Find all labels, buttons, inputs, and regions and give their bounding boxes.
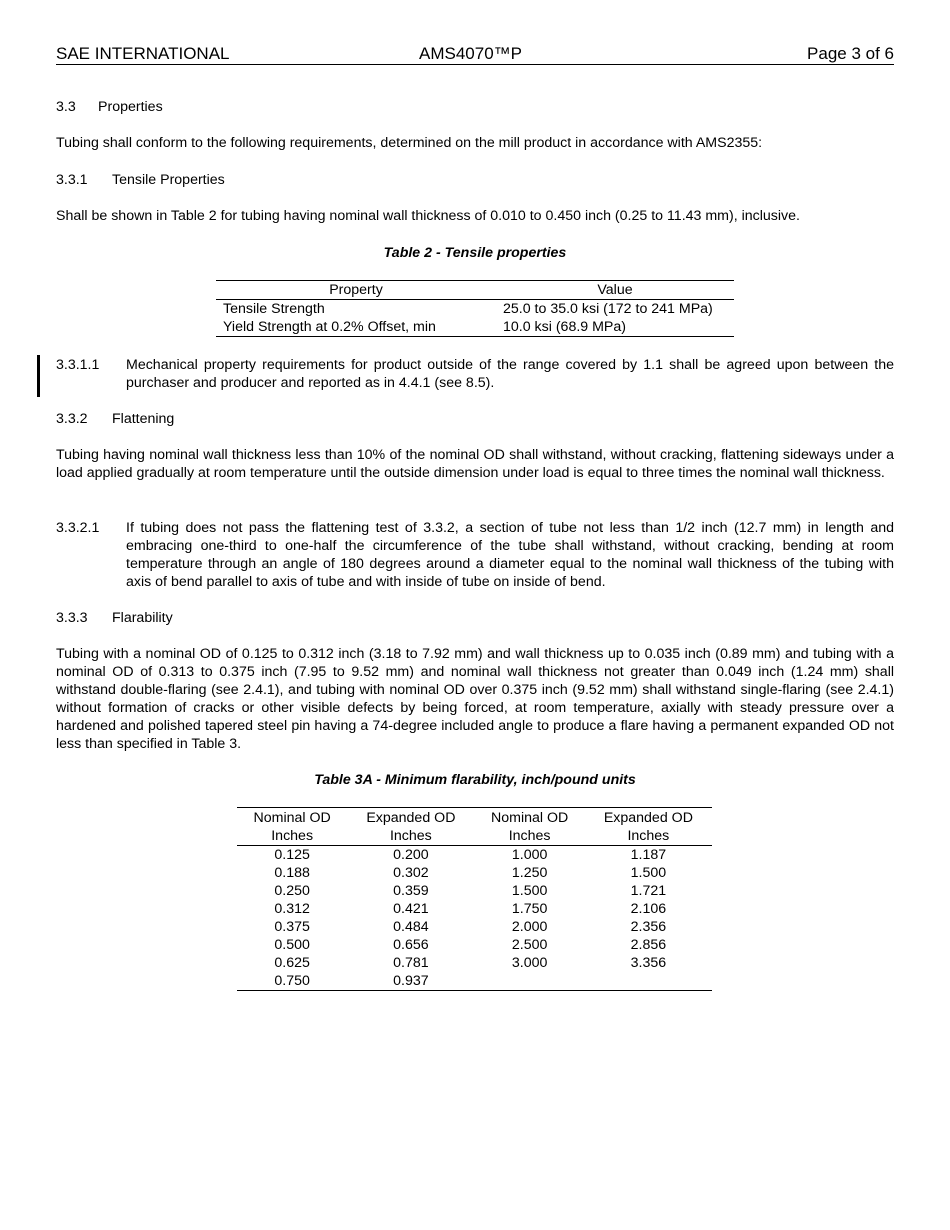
table-cell: 1.721 [630,883,667,899]
section-number: 3.3.2.1 [56,520,100,536]
table-cell: 2.356 [630,919,667,935]
table-cell: 2.500 [511,937,548,953]
table-row [237,864,712,882]
table-cell: 0.421 [393,901,429,917]
section-3-3-intro: Tubing shall conform to the following requirements, determined on the mill product in accordance with AMS2355: [56,135,763,151]
table-cell: 1.250 [511,865,548,881]
header-line: Expanded OD [603,810,693,826]
section-title: Flarability [112,610,173,626]
header-line: Inches [627,828,670,844]
table-row [216,318,734,337]
header-line: Inches [271,828,314,844]
table-cell: 0.375 [274,919,310,935]
table-2-caption: Table 2 - Tensile properties [383,245,567,261]
table-cell: 0.359 [393,883,429,899]
table-cell: 25.0 to 35.0 ksi (172 to 241 MPa) [503,301,713,317]
section-3-3-2-text: Tubing having nominal wall thickness less than 10% of the nominal OD shall withstand, without cracking, flattening sideways under a load applied gradually at room temperature until the outside dimension under load is equal to three times the nominal wall thickness. [56,447,894,481]
table-row [237,954,712,972]
table-row [237,900,712,918]
table-cell: 0.625 [274,955,310,971]
table-3a-caption: Table 3A - Minimum flarability, inch/pound units [314,772,636,788]
table-cell [474,972,584,991]
column-header: Property [216,281,496,300]
table-cell: 1.187 [630,847,667,863]
table-cell: 0.250 [274,883,310,899]
column-header [237,808,347,846]
table-cell: 0.188 [274,865,310,881]
publisher-name: SAE INTERNATIONAL [56,44,230,63]
column-header [474,808,584,846]
header-line: Inches [389,828,432,844]
section-text: If tubing does not pass the flattening test of 3.3.2, a section of tube not less than 1/2 inch (12.7 mm) in length and embracing one-third to one-half the circumference of the tube shall withstand, without cracking, bending at room temperature through an angle of 180 degrees around a diameter equal to the nominal wall thickness of the tubing with axis of bend parallel to axis of tube and with inside of tube on inside of bend. [126,520,894,590]
table-cell: 10.0 ksi (68.9 MPa) [503,319,627,335]
table-cell: 2.856 [630,937,667,953]
table-cell [585,972,712,991]
table-cell: 2.106 [630,901,667,917]
page-number: Page 3 of 6 [807,44,894,63]
table-header-row [237,808,712,846]
section-title: Tensile Properties [112,172,225,188]
table-cell: 3.356 [630,955,667,971]
table-cell: 0.937 [393,973,429,989]
section-3-3-3-text: Tubing with a nominal OD of 0.125 to 0.312 inch (3.18 to 7.92 mm) and wall thickness up to 0.035 inch (0.89 mm) and tubing with a nominal OD of 0.313 to 0.375 inch (7.95 to 9.52 mm) and nominal wall thickness not greater than 0.049 inch (1.24 mm) shall withstand double-flaring (see 2.4.1), and tubing with nominal OD over 0.375 inch (9.52 mm) shall withstand single-flaring (see 2.4.1) without formation of cracks or other visible defects by being forced, at room temperature, axially with steady pressure over a hardened and polished tapered steel pin having a 74-degree included angle to produce a flare having a permanent expanded OD not less than specified in Table 3. [56,646,894,752]
table-cell: 0.200 [393,847,429,863]
table-cell: 0.484 [393,919,429,935]
column-header: Value [496,281,734,300]
header-line: Inches [508,828,551,844]
table-cell: Tensile Strength [223,301,325,317]
table-cell: 1.750 [511,901,548,917]
header-line: Nominal OD [253,810,331,826]
table-row [237,918,712,936]
section-title: Properties [98,99,163,115]
table-row [237,936,712,954]
header-line: Expanded OD [366,810,456,826]
table-cell: 0.656 [393,937,429,953]
table-cell: 0.125 [274,847,310,863]
table-cell: 3.000 [511,955,548,971]
table-row [237,972,712,991]
table-header-row [216,281,734,300]
header-line: Nominal OD [490,810,569,826]
section-text: Mechanical property requirements for product outside of the range covered by 1.1 shall be agreed upon between the purchaser and producer and reported as in 4.4.1 (see 8.5). [126,357,894,391]
table-cell: Yield Strength at 0.2% Offset, min [223,319,436,335]
column-header [347,808,474,846]
table-cell: 0.781 [393,955,429,971]
section-number: 3.3.3 [56,610,88,626]
section-title: Flattening [112,411,175,427]
table-row [237,882,712,900]
section-number: 3.3 [56,99,76,115]
column-header [585,808,712,846]
section-number: 3.3.1 [56,172,88,188]
section-3-3-1-text: Shall be shown in Table 2 for tubing having nominal wall thickness of 0.010 to 0.450 inch (0.25 to 11.43 mm), inclusive. [56,208,800,224]
table-cell: 0.500 [274,937,310,953]
table-cell: 0.302 [393,865,429,881]
table-cell: 1.500 [511,883,548,899]
table-cell: 2.000 [511,919,548,935]
table-row [216,300,734,319]
tensile-properties-table [216,280,734,337]
revision-change-bar [37,355,40,397]
page-header [56,44,894,65]
table-cell: 1.500 [630,865,667,881]
table-cell: 1.000 [511,847,548,863]
flarability-table [237,807,712,991]
document-number: AMS4070™P [419,44,522,63]
section-number: 3.3.2 [56,411,88,427]
section-number: 3.3.1.1 [56,357,100,373]
table-cell: 0.750 [274,973,310,989]
table-cell: 0.312 [274,901,310,917]
table-row [237,846,712,865]
